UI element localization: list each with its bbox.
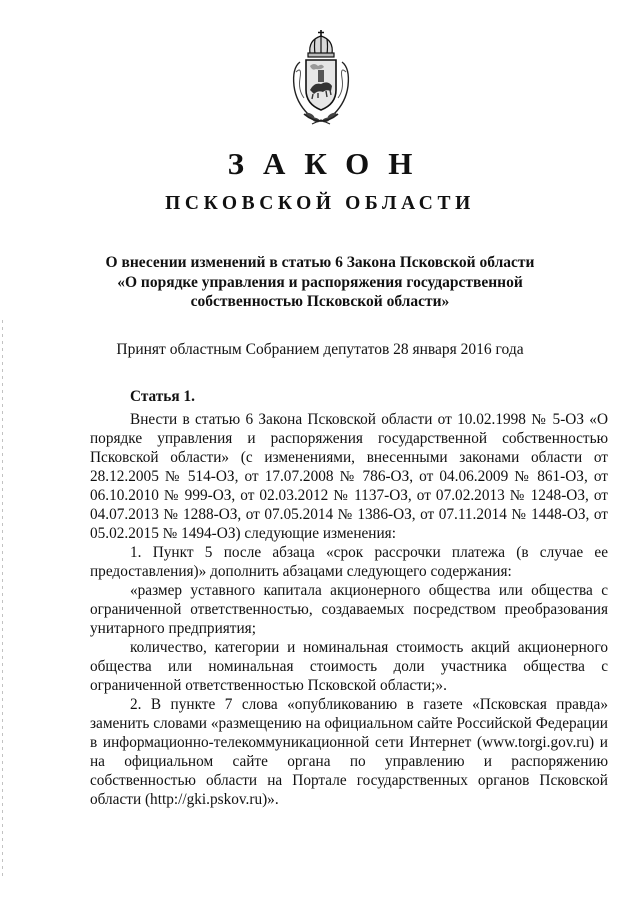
article-heading: Статья 1. [130,388,195,405]
adoption-note: Принят областным Собранием депутатов 28 января 2016 года [116,341,524,358]
body-paragraph: Внести в статью 6 Закона Псковской области от 10.02.1998 № 5-ОЗ «О порядке управления и распоряжения государственной собственностью Псковской области» (с изменениями, внесенными законами области от 28.12.2005 № 514-ОЗ, от 17.07.2008 № 786-ОЗ, от 04.06.2009 № 861-ОЗ, от 06.10.2010 № 999-ОЗ, от 02.03.2012 № 1137-ОЗ, от 07.02.2013 № 1248-ОЗ, от 04.07.2013 № 1288-ОЗ, от 07.05.2014 № 1386-ОЗ, от 07.11.2014 № 1448-ОЗ, от 05.02.2015 № 1494-ОЗ) следующие изменения: [90,411,608,542]
document-region: ПСКОВСКОЙ ОБЛАСТИ [165,193,475,214]
body-paragraph: 2. В пункте 7 слова «опубликованию в газете «Псковская правда» заменить словами «размещению на официальном сайте Российской Федерации в информационно-телекоммуникационной сети Интернет (www.torgi.gov.ru) и на официальном сайте органа по управлению и распоряжению собственностью области на Портале государственных органов Псковской области (http://gki.pskov.ru)». [90,696,608,808]
subject-line: собственностью Псковской области» [190,293,450,310]
body-paragraph: количество, категории и номинальная стоимость акций акционерного общества или номинальная стоимость доли участника общества с ограниченной ответственностью Псковской области;». [90,639,608,694]
body-paragraph: «размер уставного капитала акционерного общества или общества с ограниченной ответственностью, создаваемых посредством преобразования унитарного предприятия; [90,582,608,637]
scan-edge-divider [2,320,3,880]
subject-line: «О порядке управления и распоряжения государственной [117,273,523,291]
subject-line: О внесении изменений в статью 6 Закона Псковской области [105,254,535,271]
document-subject [100,253,540,312]
body-paragraph: 1. Пункт 5 после абзаца «срок рассрочки платежа (в случае ее предоставления)» дополнить абзацами следующего содержания: [90,544,608,580]
document-body [90,387,608,809]
document-title: ЗАКОН [227,146,432,181]
pskov-coat-of-arms-icon [288,28,354,132]
